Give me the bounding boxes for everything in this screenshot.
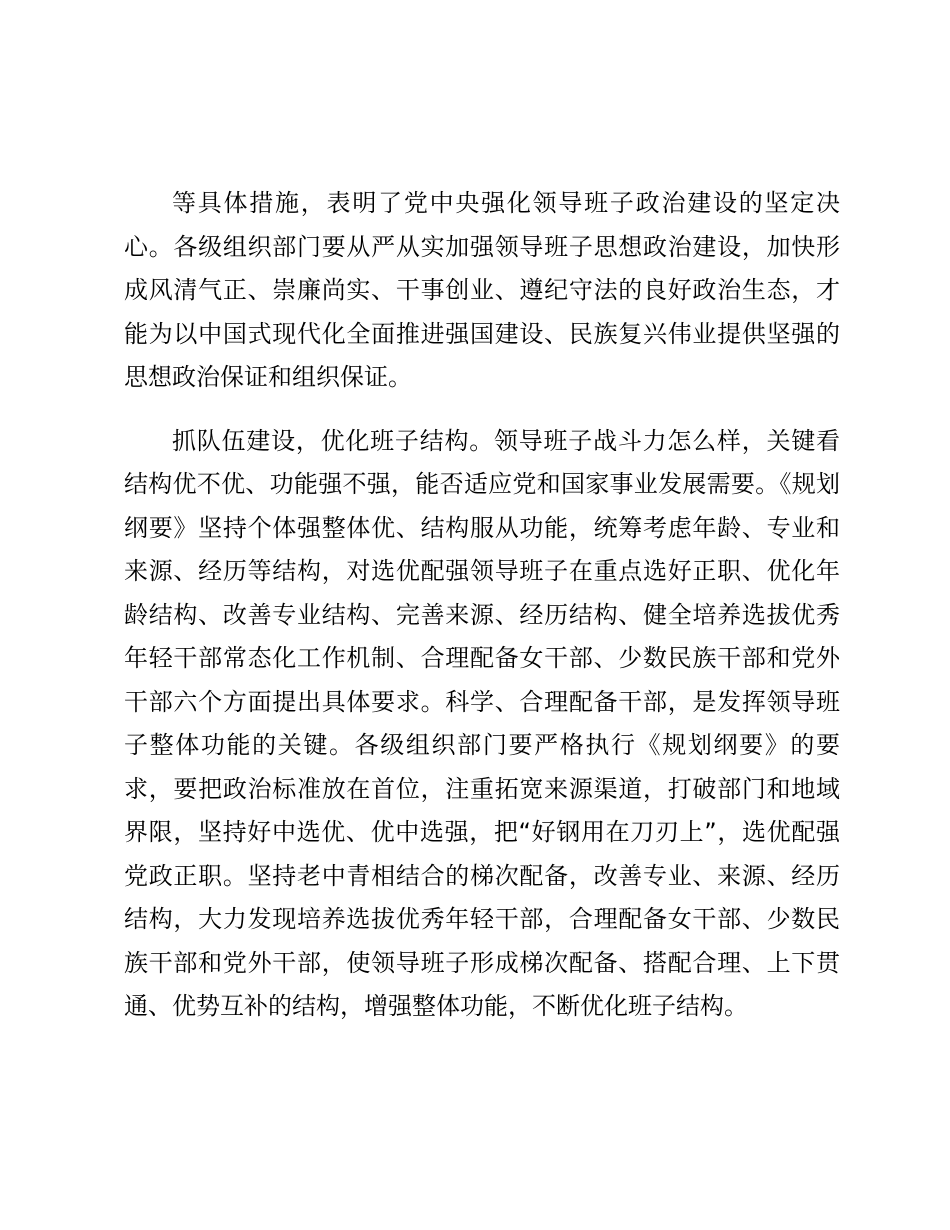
- body-paragraph-1: 等具体措施，表明了党中央强化领导班子政治建设的坚定决心。各级组织部门要从严从实加强领导班子思想政治建设，加快形成风清气正、崇廉尚实、干事创业、遵纪守法的良好政治生态，才能为以中国式现代化全面推进强国建设、民族复兴伟业提供坚强的思想政治保证和组织保证。: [124, 189, 840, 391]
- body-paragraph-2: 抓队伍建设，优化班子结构。领导班子战斗力怎么样，关键看结构优不优、功能强不强，能否适应党和国家事业发展需要。《规划纲要》坚持个体强整体优、结构服从功能，统筹考虑年龄、专业和来源、经历等结构，对选优配强领导班子在重点选好正职、优化年龄结构、改善专业结构、完善来源、经历结构、健全培养选拔优秀年轻干部常态化工作机制、合理配备女干部、少数民族干部和党外干部六个方面提出具体要求。科学、合理配备干部，是发挥领导班子整体功能的关键。各级组织部门要严格执行《规划纲要》的要求，要把政治标准放在首位，注重拓宽来源渠道，打破部门和地域界限，坚持好中选优、优中选强，把“好钢用在刀刃上”，选优配强党政正职。坚持老中青相结合的梯次配备，改善专业、来源、经历结构，大力发现培养选拔优秀年轻干部，合理配备女干部、少数民族干部和党外干部，使领导班子形成梯次配备、搭配合理、上下贯通、优势互补的结构，增强整体功能，不断优化班子结构。: [124, 426, 840, 1020]
- document-body: [124, 182, 840, 1029]
